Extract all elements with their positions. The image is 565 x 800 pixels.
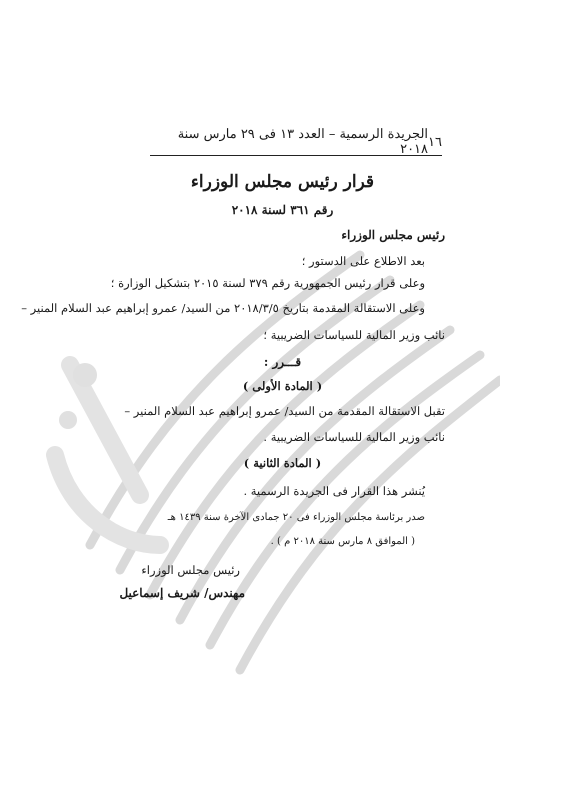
issued-date-gregorian: ( الموافق ٨ مارس سنة ٢٠١٨ م ) .: [270, 536, 415, 547]
preamble-resignation-cont: نائب وزير المالية للسياسات الضريبية ؛: [263, 328, 445, 342]
signature-role: رئيس مجلس الوزراء: [141, 563, 240, 577]
header-divider: [150, 155, 442, 156]
article-1-heading: ( المادة الأولى ): [242, 379, 323, 393]
article-1-text-cont: نائب وزير المالية للسياسات الضريبية .: [263, 430, 445, 444]
preamble-constitution: بعد الاطلاع على الدستور ؛: [301, 254, 425, 268]
preamble-resignation: وعلى الاستقالة المقدمة بتاريخ ٢٠١٨/٣/٥ من السيد/ عمرو إبراهيم عبد السلام المنير –: [21, 301, 425, 315]
article-2-heading: ( المادة الثانية ): [243, 456, 322, 470]
gazette-header: [150, 127, 442, 157]
issuer-heading: رئيس مجلس الوزراء: [341, 228, 445, 242]
gazette-issue-line: الجريدة الرسمية – العدد ١٣ فى ٢٩ مارس سنة ٢٠١٨: [177, 127, 429, 157]
issued-date-hijri: صدر برئاسة مجلس الوزراء فى ٢٠ جمادى الآخرة سنة ١٤٣٩ هـ: [167, 512, 425, 523]
article-2-text: يُنشر هذا القرار فى الجريدة الرسمية .: [243, 484, 425, 498]
preamble-presidential-decree: وعلى قرار رئيس الجمهورية رقم ٣٧٩ لسنة ٢٠١٥ بتشكيل الوزارة ؛: [110, 276, 425, 290]
article-1-text: تقبل الاستقالة المقدمة من السيد/ عمرو إبراهيم عبد السلام المنير –: [124, 404, 445, 418]
decided-heading: قـــرر :: [263, 355, 302, 369]
decree-title: قرار رئيس مجلس الوزراء: [190, 172, 375, 192]
page-number: ١٦: [428, 134, 442, 150]
decree-number: رقم ٣٦١ لسنة ٢٠١٨: [231, 203, 334, 217]
signature-name: مهندس/ شريف إسماعيل: [119, 586, 245, 600]
